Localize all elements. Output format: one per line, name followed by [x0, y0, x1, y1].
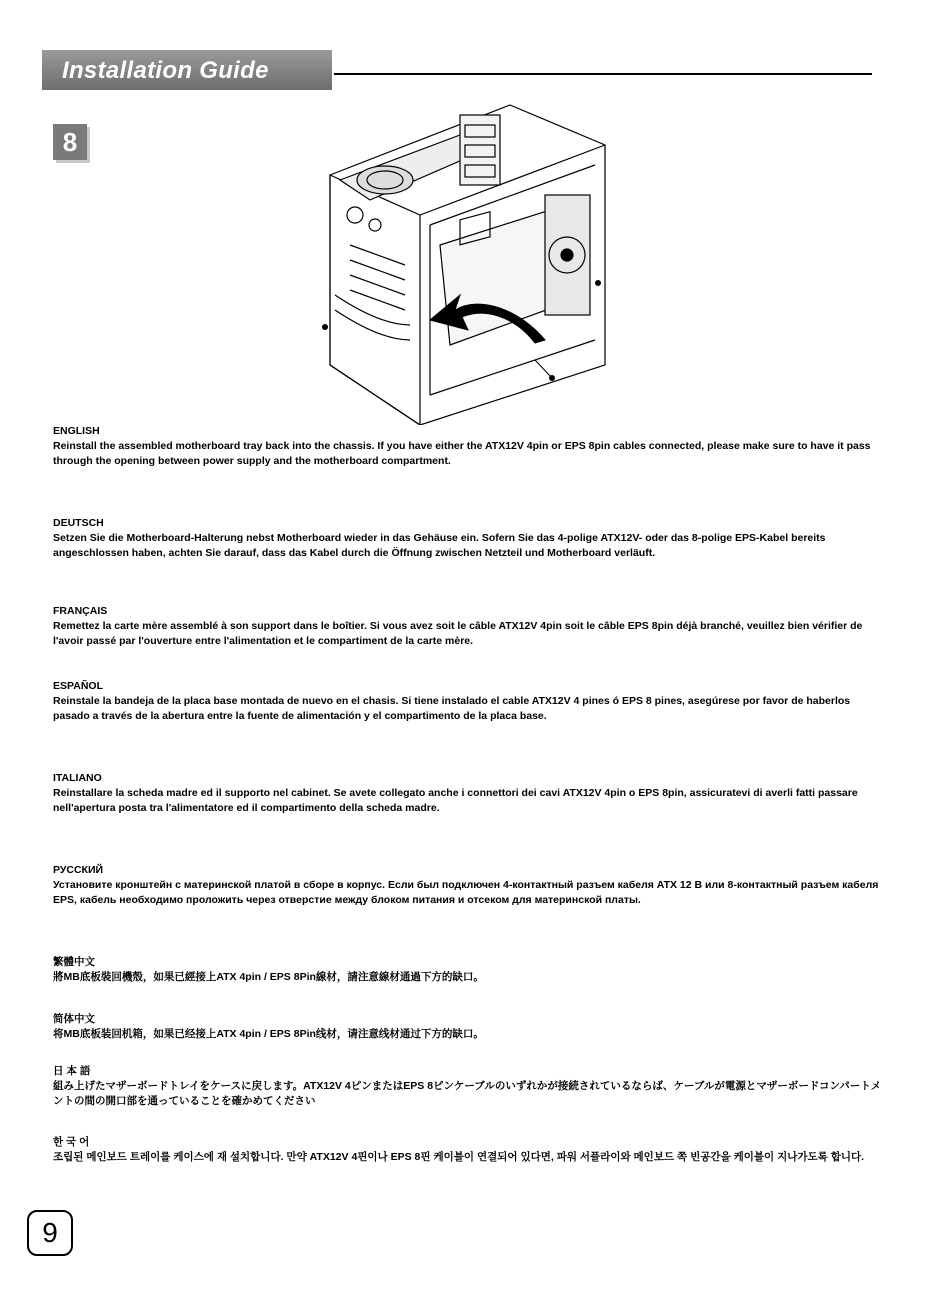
section-text: Reinstall the assembled motherboard tray back into the chassis. If you have either the ATX12V 4pin or EPS 8pin cables connected, please make sure to have it pass through the opening between power supply and the motherboard compartment. — [53, 440, 871, 467]
section-text: 조립된 메인보드 트레이를 케이스에 재 설치합니다. 만약 ATX12V 4핀이나 EPS 8핀 케이블이 연결되어 있다면, 파워 서플라이와 메인보드 쪽 빈공간을 케이블이 지나가도록 합니다. — [53, 1151, 865, 1163]
section-heading: DEUTSCH — [53, 517, 104, 529]
header-rule — [334, 73, 872, 75]
section-heading: 한 국 어 — [53, 1136, 90, 1148]
section-text: Remettez la carte mère assemblé à son support dans le boîtier. Si vous avez soit le câble ATX12V 4pin soit le câble EPS 8pin déjà branché, veuillez bien vérifier de l'avoir passé par l'ouverture entre l'alimentation et le compartiment de la carte mère. — [53, 620, 863, 647]
section-heading: ITALIANO — [53, 772, 102, 784]
page-number: 9 — [27, 1210, 73, 1256]
section-traditional-chinese — [53, 955, 883, 985]
section-text: Reinstale la bandeja de la placa base montada de nuevo en el chasis. Si tiene instalado el cable ATX12V 4 pines ó EPS 8 pines, asegúrese por favor de haberlos pasado a través de la abertura entre la fuente de alimentación y el compartimento de la placa base. — [53, 695, 851, 722]
section-heading: 繁體中文 — [53, 956, 95, 968]
section-text: Установите кронштейн с материнской платой в сборе в корпус. Если был подключен 4-контактный разъем кабеля ATX 12 В или 8-контактный разъем кабеля EPS, кабель необходимо проложить через отверстие между блоком питания и отсеком для материнской платы. — [53, 879, 879, 906]
section-heading: РУССКИЙ — [53, 864, 104, 876]
section-text: Setzen Sie die Motherboard-Halterung nebst Motherboard wieder in das Gehäuse ein. Sofern Sie das 4-polige ATX12V- oder das 8-polige EPS-Kabel bereits angeschlossen haben, achten Sie darauf, dass das Kabel durch die Öffnung zwischen Netzteil und Motherboard verläuft. — [53, 532, 826, 559]
page-title: Installation Guide — [62, 57, 269, 84]
section-heading: ENGLISH — [53, 425, 100, 437]
section-text: Reinstallare la scheda madre ed il supporto nel cabinet. Se avete collegato anche i connettori dei cavi ATX12V 4pin o EPS 8pin, assicuratevi di averli fatti passare nell'apertura posta tra l'alimentatore ed il compartimento della scheda madre. — [53, 787, 858, 814]
section-italiano — [53, 771, 883, 816]
section-english — [53, 424, 883, 469]
section-heading: ESPAÑOL — [53, 680, 103, 692]
section-text: 組み上げたマザーボードトレイをケースに戻します。ATX12V 4ピンまたはEPS 8ピンケーブルのいずれかが接続されているならば、ケーブルが電源とマザーボードコンパートメントの間の開口部を通っていることを確かめてください — [53, 1080, 882, 1107]
section-heading: 简体中文 — [53, 1013, 95, 1025]
section-espanol — [53, 679, 883, 724]
step-number-badge: 8 — [53, 124, 87, 160]
section-text: 將MB底板裝回機殼，如果已經接上ATX 4pin / EPS 8Pin線材，請注意線材通過下方的缺口。 — [53, 971, 484, 983]
section-japanese — [53, 1064, 883, 1109]
section-heading: 日 本 語 — [53, 1065, 91, 1077]
section-francais — [53, 604, 883, 649]
section-deutsch — [53, 516, 883, 561]
section-russian — [53, 863, 883, 908]
section-korean — [53, 1135, 883, 1165]
section-simplified-chinese — [53, 1012, 883, 1042]
chassis-illustration — [310, 95, 610, 425]
section-heading: FRANÇAIS — [53, 605, 108, 617]
section-text: 将MB底板装回机箱，如果已经接上ATX 4pin / EPS 8Pin线材，请注意线材通过下方的缺口。 — [53, 1028, 484, 1040]
